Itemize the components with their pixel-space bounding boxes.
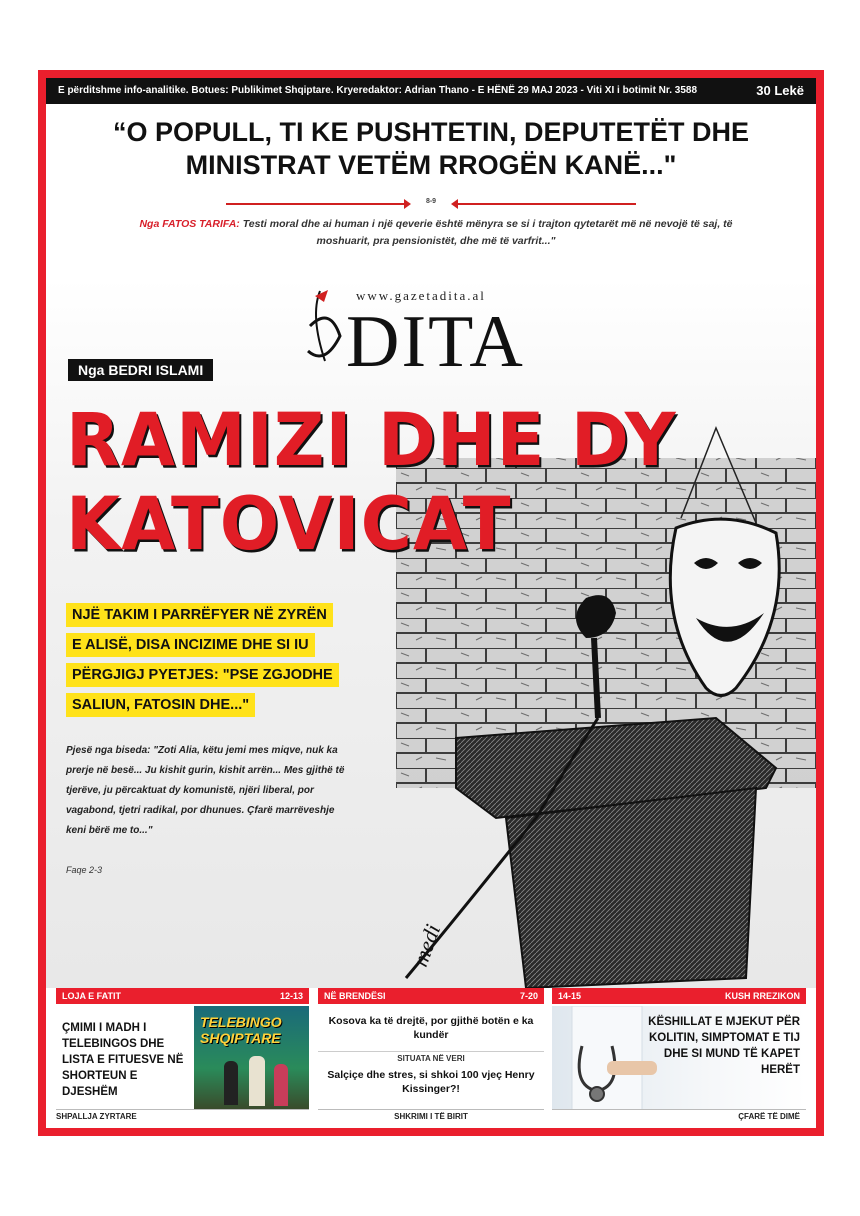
teaser-section: KUSH RREZIKON <box>724 991 800 1001</box>
headline-line: RAMIZI DHE DY <box>66 396 677 484</box>
quote-summary: Testi moral dhe ai human i një qeverie është mënyra se si i trajton qytetarët më në nevojë të saj, të moshuarit, pra pensionistët, dhe më të varfrit..." <box>239 218 733 247</box>
lead-author: Nga BEDRI ISLAMI <box>68 359 213 381</box>
teaser-header <box>552 988 806 1004</box>
page-frame <box>38 70 824 1136</box>
inside-story-2[interactable]: Salçiçe dhe stres, si shkoi 100 vjeç Henry Kissinger?! <box>327 1069 535 1095</box>
top-info-bar <box>46 78 816 104</box>
telebingo-photo <box>194 1006 309 1110</box>
photo-caption: TELEBINGO SHQIPTARE <box>200 1014 282 1046</box>
teaser-footer: SHPALLJA ZYRTARE <box>56 1109 309 1124</box>
publication-info: E përditshme info-analitike. Botues: Publikimet Shqiptare. Kryeredaktor: Adrian Thano - E HËNË 29 MAJ 2023 - Viti XI i botimit Nr. 3588 <box>58 85 698 96</box>
teaser-box-inside[interactable] <box>318 988 544 1128</box>
teaser-title: KËSHILLAT E MJEKUT PËR KOLITIN, SIMPTOMAT E TIJ DHE SI MUND TË KAPET HERËT <box>648 1016 800 1076</box>
lead-deck <box>66 603 396 723</box>
inside-story-1[interactable]: Kosova ka të drejtë, por gjithë botën e ka kundër <box>328 1015 534 1041</box>
deck-line: E ALISË, DISA INCIZIME DHE SI IU <box>66 633 315 657</box>
teaser-pages: 7-20 <box>519 991 538 1001</box>
lead-headline[interactable] <box>66 398 686 566</box>
teaser-footer: SHKRIMI I TË BIRIT <box>318 1109 544 1124</box>
lead-excerpt: Pjesë nga biseda: "Zoti Alia, këtu jemi mes miqve, nuk ka prerje në besë... Ju kishit gurin, kishit arrën... Mes gjithë të tjerëve, ju përcaktuat dy komunistë, njëri liberal, por vagabond, tjetri radikal, por dhunues. Çfarë marrëveshje keni bërë me to..." <box>66 745 345 836</box>
quote-pages: 8-9 <box>425 198 437 205</box>
masthead-url[interactable]: www.gazetadita.al <box>356 288 486 303</box>
lead-page-ref: Faqe 2-3 <box>66 865 103 875</box>
teaser-pages: 14-15 <box>558 991 582 1001</box>
deck-line: SALIUN, FATOSIN DHE..." <box>66 693 255 717</box>
arrow-right-icon <box>404 199 411 209</box>
teaser-section: LOJA E FATIT <box>62 991 122 1001</box>
quote-byline <box>116 216 756 250</box>
teaser-title: ÇMIMI I MADH I TELEBINGOS DHE LISTA E FITUESVE NË SHORTEUN E DJESHËM <box>62 1022 184 1098</box>
masthead-title: DITA <box>346 301 525 383</box>
teaser-section: NË BRENDËSI <box>324 991 386 1001</box>
deck-line: NJË TAKIM I PARRËFYER NË ZYRËN <box>66 603 333 627</box>
quote-divider <box>226 199 636 209</box>
teaser-pages: 12-13 <box>279 991 303 1001</box>
teaser-footer: ÇFARË TË DIMË <box>552 1109 806 1124</box>
dita-quill-logo-icon <box>290 286 350 366</box>
quote-author: Nga FATOS TARIFA: <box>139 218 240 230</box>
teaser-header <box>56 988 309 1004</box>
price: 30 Lekë <box>756 83 804 98</box>
inside-kicker-1: SITUATA NË VERI <box>318 1051 544 1063</box>
teaser-box-colitis[interactable] <box>552 988 806 1128</box>
headline-line: KATOVICAT <box>66 480 512 568</box>
top-quote[interactable]: “O POPULL, TI KE PUSHTETIN, DEPUTETËT DHE MINISTRAT VETËM RROGËN KANË..." <box>112 117 750 180</box>
cartoon-signature: medi <box>407 920 446 970</box>
deck-line: PËRGJIGJ PYETJES: "PSE ZGJODHE <box>66 663 339 687</box>
front-page <box>46 78 816 1128</box>
teaser-box-telebingo[interactable] <box>56 988 309 1128</box>
teaser-header <box>318 988 544 1004</box>
